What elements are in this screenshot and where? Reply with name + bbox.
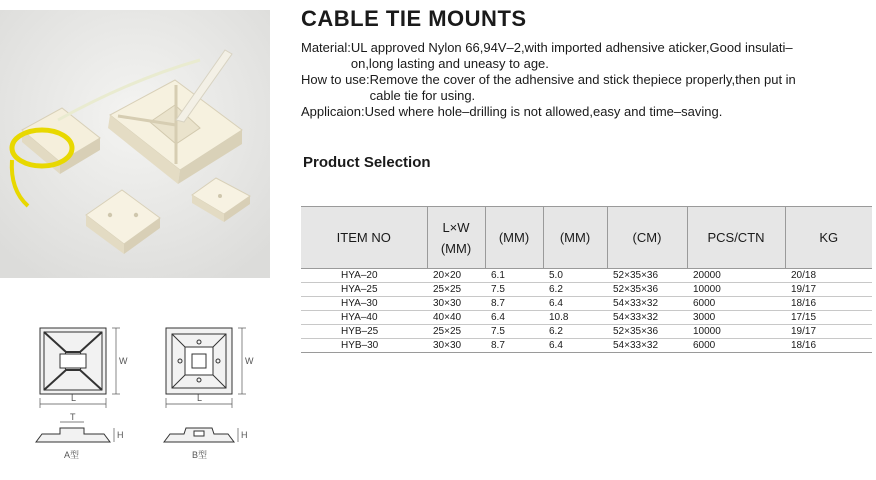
cable-tie-mounts-illustration	[0, 10, 270, 278]
pcs-cell: 10000	[687, 325, 785, 339]
type-b-label: B型	[192, 450, 208, 460]
pcs-cell: 10000	[687, 283, 785, 297]
description-label: Applicaion:	[301, 104, 365, 119]
product-selection-title: Product Selection	[303, 154, 431, 171]
height-cell: 7.5	[485, 325, 543, 339]
kg-cell: 18/16	[785, 297, 872, 311]
type-a-top-view	[40, 328, 106, 394]
dim-label-length-a: L	[71, 393, 77, 403]
pcs-cell: 6000	[687, 297, 785, 311]
technical-drawings	[0, 318, 270, 480]
type-b-side-view	[164, 428, 238, 442]
type-a-side-view	[36, 422, 114, 442]
pcs-cell: 6000	[687, 339, 785, 353]
dim-label-height-b: H	[241, 430, 248, 440]
dim-label-width-b: W	[245, 356, 254, 366]
carton-cell: 52×35×36	[607, 325, 687, 339]
table-row	[301, 339, 872, 353]
description-label: Material:	[301, 40, 351, 55]
description-text: cable tie for using.	[369, 88, 476, 103]
kg-cell: 18/16	[785, 339, 872, 353]
carton-cell: 52×35×36	[607, 269, 687, 283]
table-row	[301, 269, 872, 283]
header-height: (MM)	[485, 207, 543, 269]
description-text: on,long lasting and uneasy to age.	[350, 56, 549, 71]
header-weight: KG	[785, 207, 872, 269]
description-application	[301, 104, 871, 120]
dim-label-length-b: L	[197, 393, 203, 403]
thickness-cell: 6.2	[543, 283, 607, 297]
table-row	[301, 325, 872, 339]
carton-cell: 54×33×32	[607, 311, 687, 325]
type-b-top-view	[166, 328, 232, 394]
thickness-cell: 10.8	[543, 311, 607, 325]
thickness-cell: 6.2	[543, 325, 607, 339]
dim-label-width-a: W	[119, 356, 128, 366]
description-how-to-use	[301, 72, 871, 104]
kg-cell: 20/18	[785, 269, 872, 283]
size-cell: 40×40	[427, 311, 485, 325]
product-description	[301, 40, 871, 120]
thickness-cell: 5.0	[543, 269, 607, 283]
header-thickness: (MM)	[543, 207, 607, 269]
height-cell: 7.5	[485, 283, 543, 297]
header-length-width: L×W (MM)	[427, 207, 485, 269]
pcs-cell: 20000	[687, 269, 785, 283]
carton-cell: 52×35×36	[607, 283, 687, 297]
dim-label-thickness-a: T	[70, 412, 76, 422]
header-pcs-per-carton: PCS/CTN	[687, 207, 785, 269]
height-cell: 8.7	[485, 339, 543, 353]
item-no-cell: HYA–30	[301, 297, 427, 311]
header-item-no: ITEM NO	[301, 207, 427, 269]
table-header-row	[301, 207, 872, 269]
product-selection-table	[301, 206, 872, 353]
item-no-cell: HYB–25	[301, 325, 427, 339]
item-no-cell: HYA–40	[301, 311, 427, 325]
height-cell: 6.4	[485, 311, 543, 325]
size-cell: 25×25	[427, 325, 485, 339]
pcs-cell: 3000	[687, 311, 785, 325]
height-cell: 8.7	[485, 297, 543, 311]
description-text: Used where hole–drilling is not allowed,easy and time–saving.	[364, 104, 723, 119]
thickness-cell: 6.4	[543, 339, 607, 353]
item-no-cell: HYB–30	[301, 339, 427, 353]
kg-cell: 19/17	[785, 325, 872, 339]
size-cell: 20×20	[427, 269, 485, 283]
size-cell: 30×30	[427, 339, 485, 353]
description-material	[301, 40, 871, 72]
height-cell: 6.1	[485, 269, 543, 283]
carton-cell: 54×33×32	[607, 297, 687, 311]
size-cell: 30×30	[427, 297, 485, 311]
thickness-cell: 6.4	[543, 297, 607, 311]
description-label: How to use:	[301, 72, 370, 87]
type-a-label: A型	[64, 450, 80, 460]
table-row	[301, 311, 872, 325]
page-title: CABLE TIE MOUNTS	[301, 6, 527, 31]
dim-label-height-a: H	[117, 430, 124, 440]
product-photo	[0, 10, 270, 278]
carton-cell: 54×33×32	[607, 339, 687, 353]
kg-cell: 17/15	[785, 311, 872, 325]
kg-cell: 19/17	[785, 283, 872, 297]
size-cell: 25×25	[427, 283, 485, 297]
description-text: UL approved Nylon 66,94V–2,with imported adhensive aticker,Good insulati–	[350, 40, 793, 55]
header-carton-size: (CM)	[607, 207, 687, 269]
description-text: Remove the cover of the adhensive and stick thepiece properly,then put in	[369, 72, 796, 87]
table-row	[301, 297, 872, 311]
item-no-cell: HYA–25	[301, 283, 427, 297]
item-no-cell: HYA–20	[301, 269, 427, 283]
table-row	[301, 283, 872, 297]
